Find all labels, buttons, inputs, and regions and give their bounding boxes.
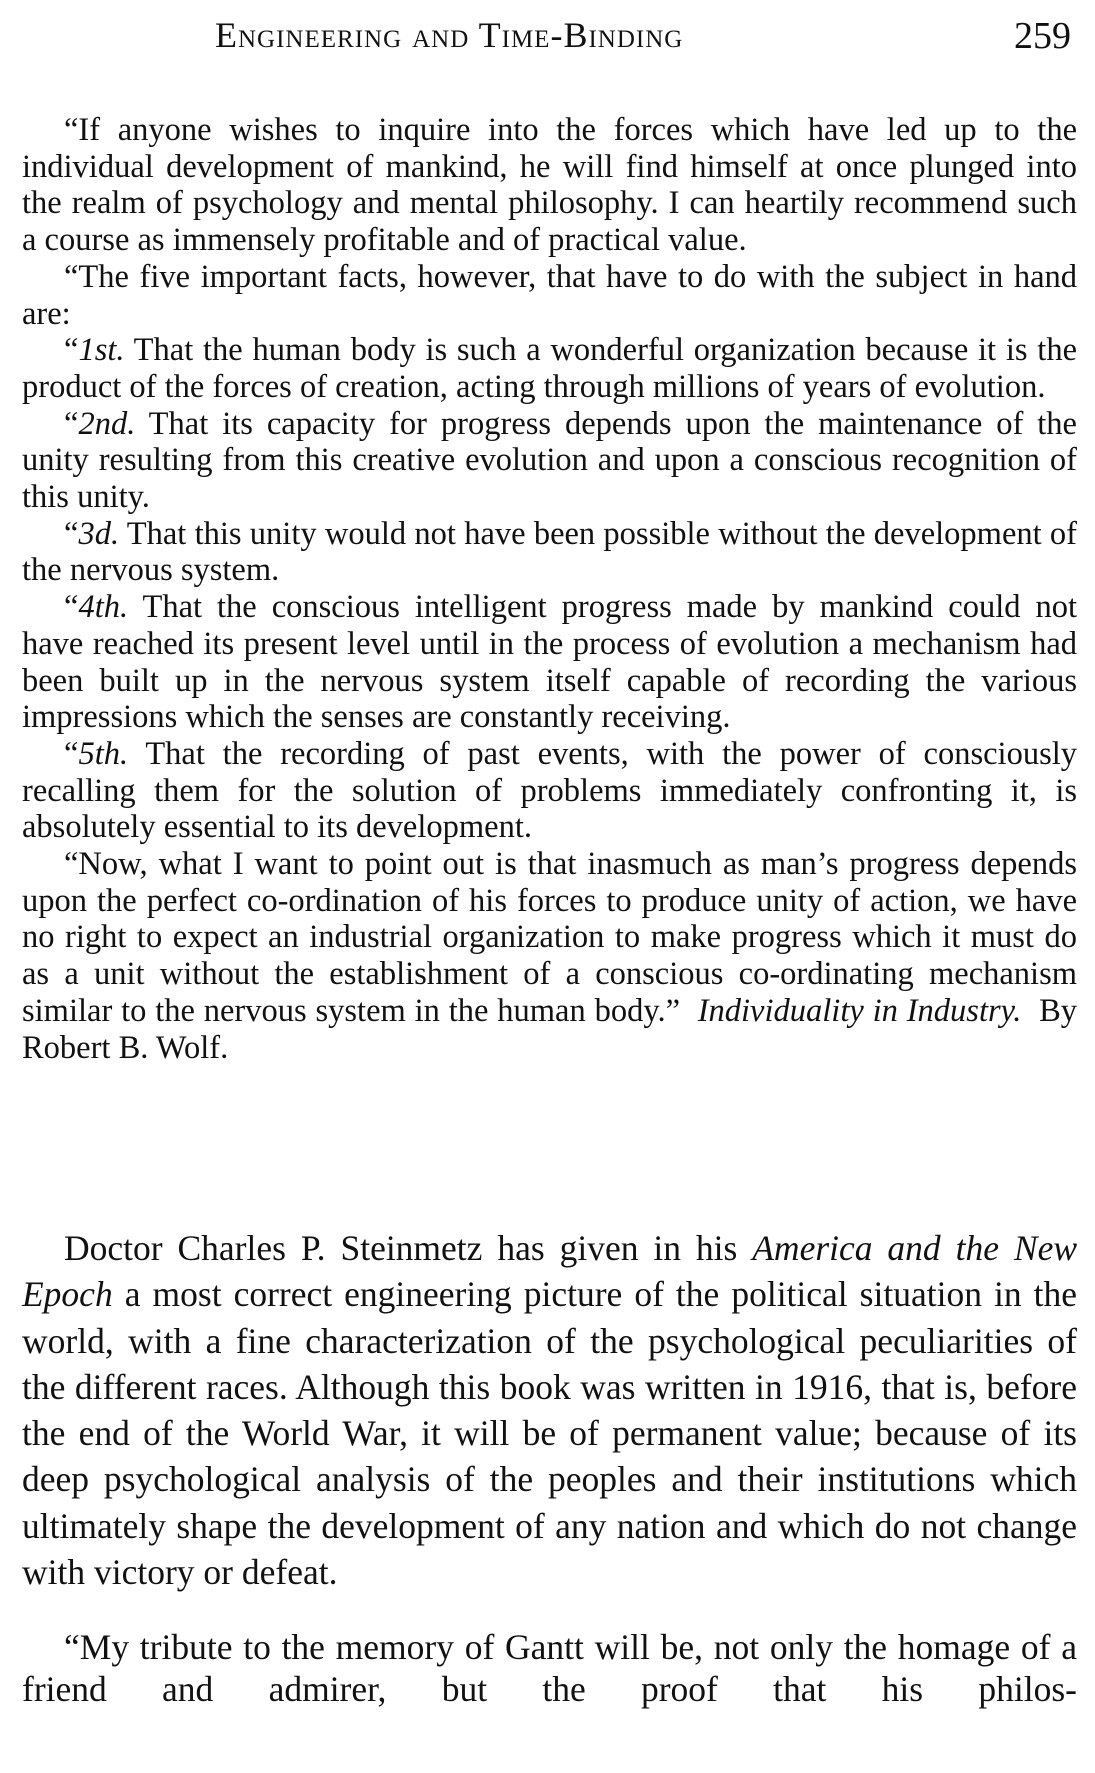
body-text <box>22 1225 1077 1595</box>
item-ordinal: 1st. <box>78 332 125 369</box>
running-title: Engineering and Time-Binding <box>215 15 684 55</box>
quote-list-item: “5th. That the recording of past events, with the power of consciously recalling them for the solution of problems immediately confronting it, is absolutely essential to its development. <box>22 735 1077 846</box>
page-number: 259 <box>1014 15 1071 57</box>
item-ordinal: 3d. <box>78 515 120 552</box>
quote-paragraph: “Now, what I want to point out is that inasmuch as man’s progress depends upon the perfect co-ordination of his forces to produce unity of action, we have no right to expect an industrial organization to make progress which it must do as a unit without the establishment of a conscious co-ordinating mechanism similar to the nervous system in the human body.” Individuality in Industry. By Robert B. Wolf. <box>22 846 1078 1066</box>
item-ordinal: 2nd. <box>78 405 136 442</box>
book-title: America and the New Epoch <box>22 1228 1077 1315</box>
quote-list-item: “2nd. That its capacity for progress depends upon the maintenance of the unity resulting from this creative evolution and upon a conscious recognition of this unity. <box>22 405 1077 516</box>
quote-list-item: “3d. That this unity would not have been possible without the development of the nervous system. <box>22 515 1077 589</box>
quote-list-item: “1st. That the human body is such a wonderful organization because it is the product of the forces of creation, acting through millions of years of evolution. <box>22 332 1077 405</box>
quote-paragraph: “If anyone wishes to inquire into the forces which have led up to the individual development of mankind, he will find himself at once plunged into the realm of psychology and mental philosophy. I can heartily recommend such a course as immensely profitable and of practical value. <box>22 112 1077 259</box>
citation-author: By Robert B. Wolf. <box>22 992 1078 1066</box>
page-header <box>0 14 1095 64</box>
item-ordinal: 4th. <box>78 589 129 626</box>
citation-title: Individuality in Industry. <box>697 992 1022 1029</box>
item-ordinal: 5th. <box>78 735 129 772</box>
body-paragraph: Doctor Charles P. Steinmetz has given in his America and the New Epoch a most correct engineering picture of the political situation in the world, with a fine characterization of the psychological peculiarities of the different races. Although this book was written in 1916, that is, before the end of the World War, it will be of permanent value; because of its deep psychological analysis of the peoples and their institutions which ultimately shape the development of any nation and which do not change with victory or defeat. <box>22 1228 1077 1593</box>
quotation-block <box>22 112 1077 1066</box>
body-paragraph: “My tribute to the memory of Gantt will be, not only the homage of a friend and admirer, but the proof that his philos- <box>22 1627 1077 1709</box>
quote-list-item: “4th. That the conscious intelligent progress made by mankind could not have reached its present level until in the process of evolution a mechanism had been built up in the nervous system itself capable of recording the various impressions which the senses are constantly receiving. <box>22 589 1077 736</box>
quote-paragraph: “The five important facts, however, that have to do with the subject in hand are: <box>22 258 1077 332</box>
trailing-text <box>22 1626 1077 1710</box>
